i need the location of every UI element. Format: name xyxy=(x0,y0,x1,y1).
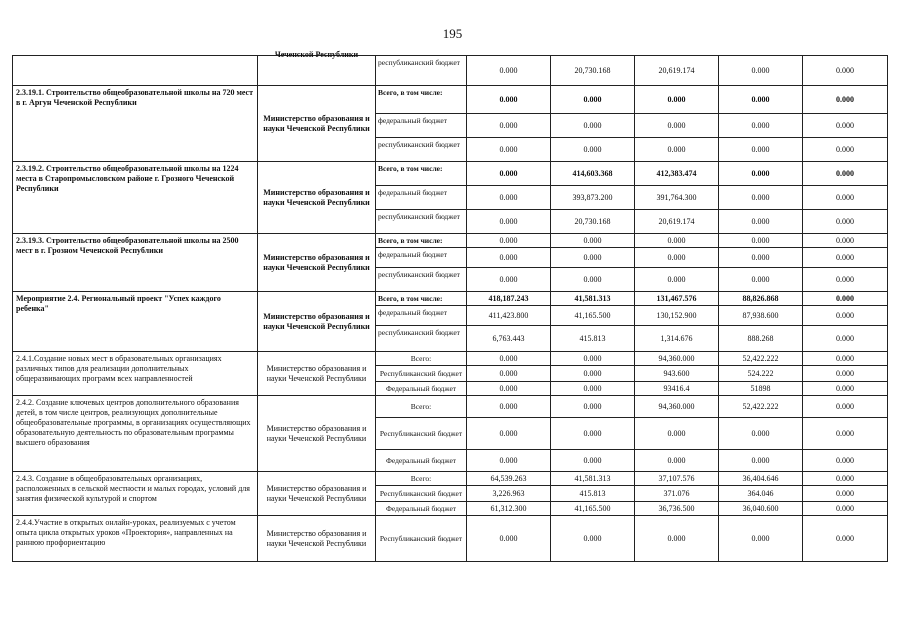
amount-cell: 0.000 xyxy=(719,248,803,268)
table-row xyxy=(13,162,888,186)
amount-cell: 943.600 xyxy=(635,366,719,382)
amount-cell: 0.000 xyxy=(803,56,888,86)
activity-name-cell: 2.4.1.Создание новых мест в образовательных организациях различных типов для реализации дополнительных общеразвивающих программ всех направленностей xyxy=(13,352,258,396)
funding-source-cell: федеральный бюджет xyxy=(376,186,467,210)
funding-source-cell: федеральный бюджет xyxy=(376,248,467,268)
amount-cell: 0.000 xyxy=(467,396,551,418)
funding-source-cell: федеральный бюджет xyxy=(376,114,467,138)
amount-cell: 0.000 xyxy=(719,162,803,186)
amount-cell: 94,360.000 xyxy=(635,396,719,418)
amount-cell: 20,730.168 xyxy=(551,210,635,234)
activity-name-cell: 2.3.19.1. Строительство общеобразовательной школы на 720 мест в г. Аргун Чеченской Республики xyxy=(13,86,258,162)
ministry-cell: Министерство образования и науки Чеченской Республики xyxy=(258,472,376,516)
amount-cell: 0.000 xyxy=(803,138,888,162)
amount-cell: 415.813 xyxy=(551,326,635,352)
funding-source-cell: Республиканский бюджет xyxy=(376,366,467,382)
amount-cell: 36,040.600 xyxy=(719,502,803,516)
funding-source-cell: республиканский бюджет xyxy=(376,138,467,162)
amount-cell: 0.000 xyxy=(551,138,635,162)
amount-cell: 0.000 xyxy=(467,86,551,114)
table-row xyxy=(13,292,888,306)
amount-cell: 371.076 xyxy=(635,486,719,502)
table-row xyxy=(13,234,888,248)
amount-cell: 0.000 xyxy=(803,292,888,306)
amount-cell: 87,938.600 xyxy=(719,306,803,326)
amount-cell: 0.000 xyxy=(467,248,551,268)
amount-cell: 0.000 xyxy=(719,56,803,86)
budget-table xyxy=(12,50,888,562)
amount-cell: 0.000 xyxy=(803,326,888,352)
amount-cell: 0.000 xyxy=(803,210,888,234)
activity-name-cell: 2.4.3. Создание в общеобразовательных организациях, расположенных в сельской местности и малых городах, условий для занятия физической культурой и спортом xyxy=(13,472,258,516)
funding-source-cell: республиканский бюджет xyxy=(376,268,467,292)
amount-cell: 0.000 xyxy=(803,382,888,396)
amount-cell: 0.000 xyxy=(467,210,551,234)
amount-cell: 61,312.300 xyxy=(467,502,551,516)
amount-cell: 20,619.174 xyxy=(635,56,719,86)
ministry-cell: Министерство образования и науки Чеченской Республики xyxy=(258,352,376,396)
amount-cell: 0.000 xyxy=(467,382,551,396)
amount-cell: 0.000 xyxy=(635,86,719,114)
funding-source-cell: Республиканский бюджет xyxy=(376,418,467,450)
funding-source-cell: республиканский бюджет xyxy=(376,326,467,352)
table-row xyxy=(13,56,888,86)
funding-source-cell: республиканский бюджет xyxy=(376,56,467,86)
amount-cell: 0.000 xyxy=(551,418,635,450)
ministry-cell: Министерство образования и науки Чеченской Республики xyxy=(258,516,376,562)
amount-cell: 411,423.800 xyxy=(467,306,551,326)
amount-cell: 415.813 xyxy=(551,486,635,502)
amount-cell: 0.000 xyxy=(719,268,803,292)
amount-cell: 0.000 xyxy=(719,234,803,248)
activity-name-cell: 2.4.4.Участие в открытых онлайн-уроках, реализуемых с учетом опыта цикла открытых уроков «Проектория», направленных на раннюю профориентацию xyxy=(13,516,258,562)
amount-cell: 94,360.000 xyxy=(635,352,719,366)
activity-name-cell: 2.3.19.3. Строительство общеобразовательной школы на 2500 мест в г. Грозном Чеченской Республики xyxy=(13,234,258,292)
amount-cell: 0.000 xyxy=(803,268,888,292)
amount-cell: 0.000 xyxy=(551,382,635,396)
table-row xyxy=(13,396,888,418)
amount-cell: 0.000 xyxy=(467,114,551,138)
funding-source-cell: Всего, в том числе: xyxy=(376,234,467,248)
amount-cell: 0.000 xyxy=(803,306,888,326)
amount-cell: 0.000 xyxy=(467,352,551,366)
amount-cell: 0.000 xyxy=(635,450,719,472)
activity-name-cell xyxy=(13,56,258,86)
amount-cell: 0.000 xyxy=(803,418,888,450)
table-row xyxy=(13,516,888,562)
amount-cell: 0.000 xyxy=(719,186,803,210)
amount-cell: 64,539.263 xyxy=(467,472,551,486)
funding-source-cell: Всего: xyxy=(376,352,467,366)
table-row xyxy=(13,352,888,366)
amount-cell: 41,165.500 xyxy=(551,502,635,516)
funding-source-cell: Всего, в том числе: xyxy=(376,86,467,114)
funding-source-cell: Федеральный бюджет xyxy=(376,502,467,516)
ministry-cell: Министерство образования и науки Чеченской Республики xyxy=(258,234,376,292)
ministry-label: Чеченской Республики xyxy=(274,50,359,59)
funding-source-cell: Федеральный бюджет xyxy=(376,382,467,396)
amount-cell: 0.000 xyxy=(803,186,888,210)
amount-cell: 131,467.576 xyxy=(635,292,719,306)
amount-cell: 0.000 xyxy=(551,516,635,562)
amount-cell: 393,873.200 xyxy=(551,186,635,210)
amount-cell: 0.000 xyxy=(467,268,551,292)
amount-cell: 0.000 xyxy=(803,248,888,268)
ministry-cell: Министерство образования и науки Чеченской Республики xyxy=(258,396,376,472)
amount-cell: 0.000 xyxy=(635,516,719,562)
amount-cell: 0.000 xyxy=(635,114,719,138)
amount-cell: 36,404.646 xyxy=(719,472,803,486)
amount-cell: 0.000 xyxy=(467,366,551,382)
amount-cell: 0.000 xyxy=(719,450,803,472)
funding-source-cell: республиканский бюджет xyxy=(376,210,467,234)
amount-cell: 41,581.313 xyxy=(551,292,635,306)
amount-cell: 0.000 xyxy=(719,114,803,138)
amount-cell: 0.000 xyxy=(803,450,888,472)
amount-cell: 6,763.443 xyxy=(467,326,551,352)
amount-cell: 0.000 xyxy=(803,502,888,516)
amount-cell: 0.000 xyxy=(467,234,551,248)
activity-name-cell: 2.3.19.2. Строительство общеобразовательной школы на 1224 места в Старопромысловском районе г. Грозного Чеченской Республики xyxy=(13,162,258,234)
amount-cell: 36,736.500 xyxy=(635,502,719,516)
amount-cell: 0.000 xyxy=(467,516,551,562)
funding-source-cell: Всего: xyxy=(376,472,467,486)
amount-cell: 364.046 xyxy=(719,486,803,502)
ministry-cell: Министерство образования и науки Чеченской Республики xyxy=(258,86,376,162)
amount-cell: 0.000 xyxy=(467,162,551,186)
amount-cell: 391,764.300 xyxy=(635,186,719,210)
amount-cell: 0.000 xyxy=(803,472,888,486)
amount-cell: 0.000 xyxy=(467,450,551,472)
amount-cell: 52,422.222 xyxy=(719,352,803,366)
amount-cell: 0.000 xyxy=(803,352,888,366)
amount-cell: 414,603.368 xyxy=(551,162,635,186)
amount-cell: 0.000 xyxy=(551,396,635,418)
amount-cell: 0.000 xyxy=(719,210,803,234)
amount-cell: 88,826.868 xyxy=(719,292,803,306)
funding-source-cell: Всего, в том числе: xyxy=(376,162,467,186)
amount-cell: 3,226.963 xyxy=(467,486,551,502)
amount-cell: 888.268 xyxy=(719,326,803,352)
amount-cell: 0.000 xyxy=(467,56,551,86)
amount-cell: 0.000 xyxy=(551,234,635,248)
amount-cell: 0.000 xyxy=(551,268,635,292)
funding-source-cell: Всего: xyxy=(376,396,467,418)
amount-cell: 0.000 xyxy=(719,86,803,114)
amount-cell: 0.000 xyxy=(803,162,888,186)
amount-cell: 0.000 xyxy=(551,86,635,114)
amount-cell: 0.000 xyxy=(803,114,888,138)
amount-cell: 20,730.168 xyxy=(551,56,635,86)
amount-cell: 0.000 xyxy=(803,516,888,562)
amount-cell: 93416.4 xyxy=(635,382,719,396)
amount-cell: 0.000 xyxy=(635,248,719,268)
amount-cell: 1,314.676 xyxy=(635,326,719,352)
amount-cell: 0.000 xyxy=(551,366,635,382)
amount-cell: 0.000 xyxy=(467,418,551,450)
amount-cell: 0.000 xyxy=(635,268,719,292)
ministry-cell: Министерство образования и науки Чеченской Республики xyxy=(258,162,376,234)
amount-cell: 0.000 xyxy=(551,114,635,138)
amount-cell: 0.000 xyxy=(635,234,719,248)
amount-cell: 41,581.313 xyxy=(551,472,635,486)
amount-cell: 0.000 xyxy=(467,138,551,162)
amount-cell: 0.000 xyxy=(803,396,888,418)
amount-cell: 0.000 xyxy=(551,450,635,472)
amount-cell: 0.000 xyxy=(467,186,551,210)
table-row xyxy=(13,86,888,114)
funding-source-cell: Федеральный бюджет xyxy=(376,450,467,472)
amount-cell: 130,152.900 xyxy=(635,306,719,326)
amount-cell: 20,619.174 xyxy=(635,210,719,234)
amount-cell: 0.000 xyxy=(719,418,803,450)
amount-cell: 51898 xyxy=(719,382,803,396)
amount-cell: 0.000 xyxy=(803,86,888,114)
amount-cell: 0.000 xyxy=(803,486,888,502)
amount-cell: 0.000 xyxy=(635,138,719,162)
ministry-cell: Министерство образования и науки Чеченской Республики xyxy=(258,292,376,352)
funding-source-cell: Республиканский бюджет xyxy=(376,486,467,502)
amount-cell: 418,187.243 xyxy=(467,292,551,306)
amount-cell: 524.222 xyxy=(719,366,803,382)
amount-cell: 0.000 xyxy=(803,366,888,382)
amount-cell: 52,422.222 xyxy=(719,396,803,418)
amount-cell: 0.000 xyxy=(551,352,635,366)
funding-source-cell: Республиканский бюджет xyxy=(376,516,467,562)
ministry-cell xyxy=(258,50,376,86)
table-row xyxy=(13,472,888,486)
funding-source-cell: Всего, в том числе: xyxy=(376,292,467,306)
amount-cell: 412,383.474 xyxy=(635,162,719,186)
amount-cell: 0.000 xyxy=(719,516,803,562)
activity-name-cell: Мероприятие 2.4. Региональный проект "Успех каждого ребенка" xyxy=(13,292,258,352)
amount-cell: 0.000 xyxy=(635,418,719,450)
activity-name-cell: 2.4.2. Создание ключевых центров дополнительного образования детей, в том числе центров, реализующих дополнительные общеобразовательные программы, в организациях осуществляющих образовательную деятельность по образовательным программы высшего образования xyxy=(13,396,258,472)
amount-cell: 0.000 xyxy=(719,138,803,162)
page-number: 195 xyxy=(442,26,463,41)
amount-cell: 41,165.500 xyxy=(551,306,635,326)
amount-cell: 37,107.576 xyxy=(635,472,719,486)
amount-cell: 0.000 xyxy=(551,248,635,268)
funding-source-cell: федеральный бюджет xyxy=(376,306,467,326)
amount-cell: 0.000 xyxy=(803,234,888,248)
